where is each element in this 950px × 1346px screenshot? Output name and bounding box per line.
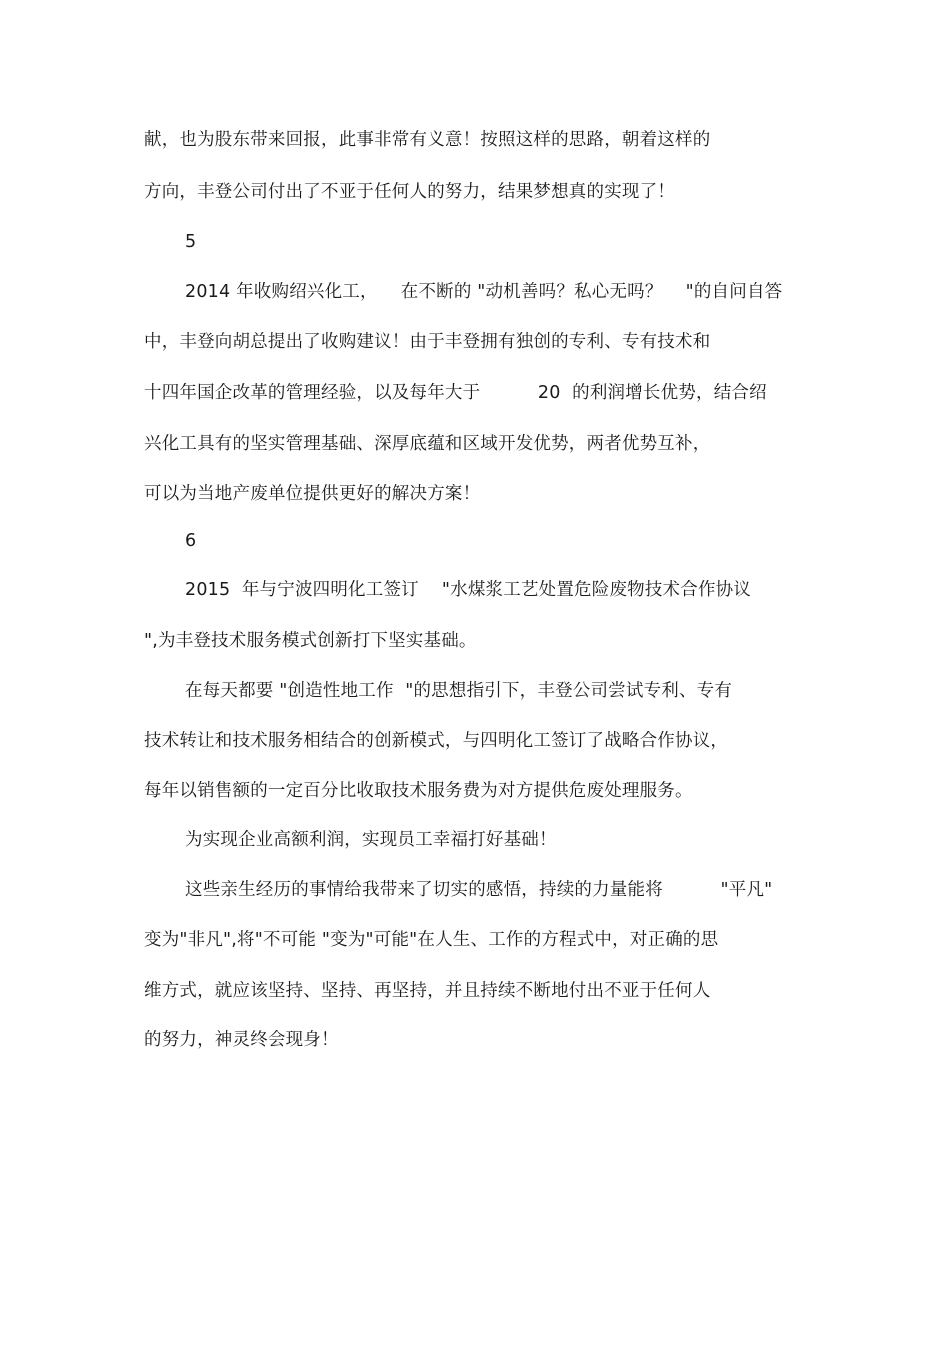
text-line: 方向，丰登公司付出了不亚于任何人的努力，结果梦想真的实现了！ [144, 182, 675, 202]
text-line: 维方式，就应该坚持、坚持、再坚持，并且持续不断地付出不亚于任何人 [144, 981, 711, 1001]
text-line: 的努力，神灵终会现身！ [144, 1030, 339, 1050]
text-line: 兴化工具有的坚实管理基础、深厚底蕴和区域开发优势，两者优势互补， [144, 434, 711, 454]
text-line: 这些亲生经历的事情给我带来了切实的感悟，持续的力量能将 "平凡" [185, 880, 773, 900]
text-line: 2014 年收购绍兴化工， 在不断的 "动机善吗？私心无吗？ "的自问自答 [185, 282, 783, 302]
text-line: 技术转让和技术服务相结合的创新模式，与四明化工签订了战略合作协议， [144, 731, 729, 751]
text-line: 献，也为股东带来回报，此事非常有义意！按照这样的思路，朝着这样的 [144, 130, 711, 150]
text-line: ",为丰登技术服务模式创新打下坚实基础。 [144, 631, 477, 651]
text-line: 十四年国企改革的管理经验，以及每年大于 20 的利润增长优势，结合绍 [144, 383, 767, 403]
text-line: 在每天都要 "创造性地工作 "的思想指引下，丰登公司尝试专利、专有 [185, 681, 733, 701]
section-number: 5 [185, 232, 197, 252]
text-line: 中，丰登向胡总提出了收购建议！由于丰登拥有独创的专利、专有技术和 [144, 332, 711, 352]
section-number: 6 [185, 531, 197, 551]
text-line: 可以为当地产废单位提供更好的解决方案！ [144, 484, 481, 504]
text-line: 每年以销售额的一定百分比收取技术服务费为对方提供危废处理服务。 [144, 781, 693, 801]
text-line: 为实现企业高额利润，实现员工幸福打好基础！ [185, 830, 557, 850]
text-line: 变为"非凡",将"不可能 "变为"可能"在人生、工作的方程式中，对正确的思 [144, 930, 719, 950]
text-line: 2015 年与宁波四明化工签订 "水煤浆工艺处置危险废物技术合作协议 [185, 580, 752, 600]
